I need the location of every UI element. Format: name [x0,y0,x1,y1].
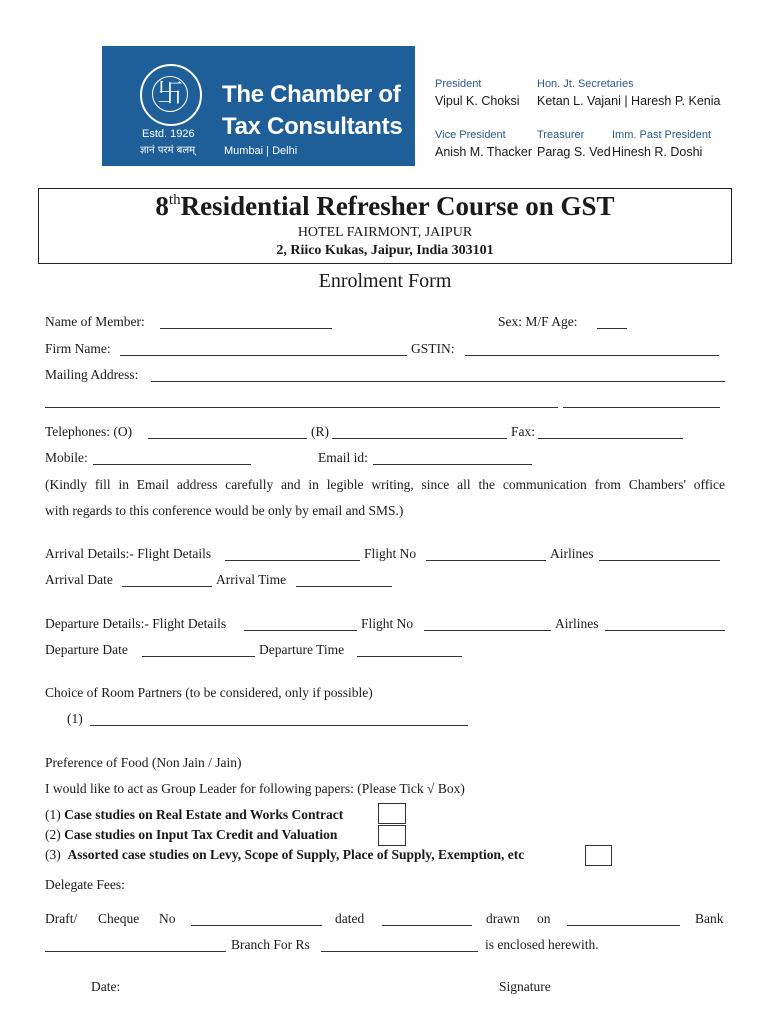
bank-branch-field[interactable] [45,951,226,952]
group-leader-label: I would like to act as Group Leader for following papers: (Please Tick √ Box) [45,781,465,796]
delegate-fees-label: Delegate Fees: [45,877,125,892]
arrival-flight-no-label: Flight No [364,546,417,561]
chamber-logo [102,46,415,166]
departure-airlines-label: Airlines [555,616,599,631]
enclosed-label: is enclosed herewith. [485,937,599,952]
fax-field[interactable] [538,438,683,439]
departure-airlines-field[interactable] [605,630,725,631]
cheque-number-field[interactable] [191,925,322,926]
paper-1-title: Case studies on Real Estate and Works Contract [64,807,344,822]
name-of-member-field[interactable] [160,328,332,329]
departure-time-label: Departure Time [259,642,345,657]
draft-word-drawn: drawn [486,911,520,926]
email-note-line2: with regards to this conference would be only by email and SMS.) [45,503,404,518]
motto-text: ज्ञानं परमं बलम् [140,145,196,156]
arrival-flight-details-field[interactable] [225,560,360,561]
paper-2-title: Case studies on Input Tax Credit and Valuation [64,827,338,842]
gstin-label: GSTIN: [411,341,455,356]
branch-for-rs-label: Branch For Rs [231,937,310,952]
gstin-field[interactable] [465,355,719,356]
paper-3-title: Assorted case studies on Levy, Scope of Supply, Place of Supply, Exemption, etc [67,847,525,862]
officer-name-president: Vipul K. Choksi [435,94,520,108]
form-title: Enrolment Form [318,270,452,292]
firm-name-label: Firm Name: [45,341,111,356]
mailing-address-field-1[interactable] [151,381,725,382]
swastika-icon: 卐 [152,76,188,112]
paper-3-number: (3) [45,847,61,862]
mobile-label: Mobile: [45,450,88,465]
estd-label: Estd. 1926 [142,128,195,140]
org-cities: Mumbai | Delhi [224,145,298,157]
officer-role-vice-president: Vice President [435,129,506,141]
departure-flight-no-field[interactable] [424,630,551,631]
seal-emblem [140,64,202,126]
paper-1-item [45,807,343,823]
paper-2-checkbox[interactable] [378,825,406,846]
venue-address: 2, Riico Kukas, Jaipur, India 303101 [276,243,494,258]
telephone-residence-field[interactable] [332,438,507,439]
signature-label: Signature [499,979,551,994]
room-partner-1-label: (1) [67,711,83,726]
mailing-address-field-3[interactable] [563,407,720,408]
officer-name-secretaries: Ketan L. Vajani | Haresh P. Kenia [537,94,721,108]
venue-name: HOTEL FAIRMONT, JAIPUR [297,225,473,240]
cheque-date-field[interactable] [382,925,472,926]
name-of-member-label: Name of Member: [45,314,145,329]
departure-details-label: Departure Details:- Flight Details [45,616,227,631]
officer-role-president: President [435,78,482,90]
firm-name-field[interactable] [120,355,407,356]
arrival-date-field[interactable] [122,586,212,587]
course-title-box [38,188,732,264]
arrival-details-label: Arrival Details:- Flight Details [45,546,212,561]
officer-name-past-president: Hinesh R. Doshi [612,145,703,159]
paper-3-checkbox[interactable] [585,845,612,866]
draft-word-no: No [159,911,176,926]
arrival-airlines-label: Airlines [550,546,594,561]
draft-word-cheque: Cheque [98,911,140,926]
mailing-address-label: Mailing Address: [45,367,139,382]
departure-flight-no-label: Flight No [361,616,414,631]
telephone-office-label: Telephones: (O) [45,424,133,439]
room-partner-1-field[interactable] [90,725,468,726]
arrival-airlines-field[interactable] [599,560,720,561]
room-partners-label: Choice of Room Partners (to be considered, only if possible) [45,685,373,700]
officer-name-vice-president: Anish M. Thacker [435,145,533,159]
fax-label: Fax: [511,424,536,439]
draft-word-dated: dated [335,911,365,926]
date-label: Date: [91,979,121,994]
arrival-date-label: Arrival Date [45,572,113,587]
email-field[interactable] [373,464,532,465]
email-note-line1: (Kindly fill in Email address carefully and in legible writing, since all the communication from Chambers' office [45,477,725,492]
sex-age-label: Sex: M/F Age: [498,314,578,329]
arrival-flight-no-field[interactable] [426,560,546,561]
email-label: Email id: [318,450,368,465]
amount-field[interactable] [321,951,478,952]
paper-1-number: (1) [45,807,61,822]
mobile-field[interactable] [93,464,251,465]
mailing-address-field-2[interactable] [45,407,558,408]
paper-2-item [45,827,337,843]
paper-2-number: (2) [45,827,61,842]
departure-flight-details-field[interactable] [244,630,357,631]
draft-word-on: on [537,911,551,926]
drawn-on-field[interactable] [567,925,680,926]
course-title-text: Residential Refresher Course on GST [180,191,615,221]
org-name-line2: Tax Consultants [222,113,403,140]
departure-date-field[interactable] [142,656,255,657]
course-ordinal-suffix: th [168,192,181,208]
arrival-time-label: Arrival Time [216,572,287,587]
departure-date-label: Departure Date [45,642,128,657]
paper-3-item [45,847,524,863]
officer-role-treasurer: Treasurer [537,129,585,141]
org-name-line1: The Chamber of [222,81,401,108]
officer-role-past-president: Imm. Past President [612,129,712,141]
draft-word-bank: Bank [695,911,724,926]
departure-time-field[interactable] [357,656,462,657]
age-field[interactable] [597,328,627,329]
course-ordinal: 8 [155,191,169,221]
paper-1-checkbox[interactable] [378,803,406,824]
food-preference-label: Preference of Food (Non Jain / Jain) [45,755,242,770]
arrival-time-field[interactable] [296,586,392,587]
course-title [39,191,731,222]
officer-name-treasurer: Parag S. Ved [537,145,611,159]
telephone-office-field[interactable] [148,438,307,439]
draft-word-draft: Draft/ [45,911,78,926]
officer-role-secretaries: Hon. Jt. Secretaries [537,78,634,90]
telephone-residence-label: (R) [311,424,329,439]
